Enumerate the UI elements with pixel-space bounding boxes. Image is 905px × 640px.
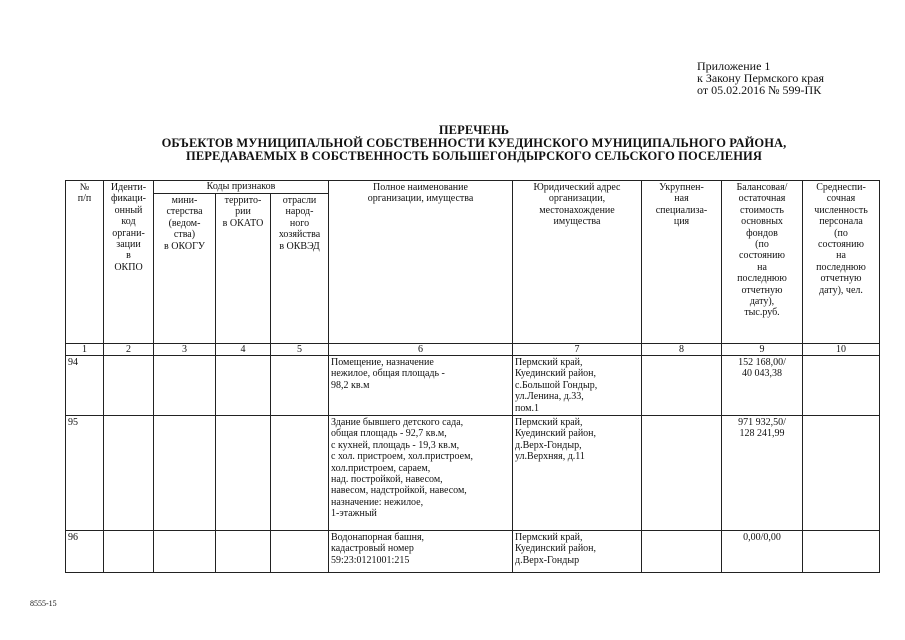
column-number: 4 (216, 344, 271, 356)
appendix-line-2: к Закону Пермского края (697, 71, 825, 85)
object-name: Здание бывшего детского сада, общая площадь - 92,7 кв.м, с кухней, площадь - 19,3 кв.м, с хол. пристроем, хол.пристроем, хол.пристроем, сараем, над. постройкой, навесом, навесом, надстройкой, навесом, назначение: нежилое, 1-этажный (329, 416, 513, 531)
column-number: 6 (329, 344, 513, 356)
okpo-cell (104, 416, 154, 531)
column-number: 7 (513, 344, 642, 356)
table-row (66, 531, 880, 573)
header-row-1 (66, 181, 880, 194)
header-address: Юридический адрес организации, местонахождение имущества (513, 181, 642, 344)
header-codes-group: Коды признаков (154, 181, 329, 194)
column-number: 9 (722, 344, 803, 356)
okogu-cell (154, 356, 216, 416)
row-num: 94 (66, 356, 104, 416)
table-row (66, 416, 880, 531)
property-table (65, 180, 880, 573)
okato-cell (216, 356, 271, 416)
header-balance: Балансовая/ остаточная стоимость основных фондов (по состоянию на последнюю отчетную дату), тыс.руб. (722, 181, 803, 344)
staff-cell (803, 416, 880, 531)
okved-cell (271, 356, 329, 416)
balance-value: 152 168,00/ 40 043,38 (722, 356, 803, 416)
header-okogu: мини- стерства (ведом- ства) в ОКОГУ (154, 194, 216, 344)
object-address: Пермский край, Куединский район, с.Большой Гондыр, ул.Ленина, д.33, пом.1 (513, 356, 642, 416)
header-specialization: Укрупнен- ная специализа- ция (642, 181, 722, 344)
header-staff: Среднеспи- сочная численность персонала (по состоянию на последнюю отчетную дату), чел. (803, 181, 880, 344)
column-number: 8 (642, 344, 722, 356)
staff-cell (803, 356, 880, 416)
okogu-cell (154, 416, 216, 531)
okpo-cell (104, 356, 154, 416)
okato-cell (216, 416, 271, 531)
header-okato: террито- рии в ОКАТО (216, 194, 271, 344)
okogu-cell (154, 531, 216, 573)
okved-cell (271, 531, 329, 573)
object-address: Пермский край, Куединский район, д.Верх-Гондыр (513, 531, 642, 573)
column-number: 3 (154, 344, 216, 356)
okpo-cell (104, 531, 154, 573)
title-line-2: ОБЪЕКТОВ МУНИЦИПАЛЬНОЙ СОБСТВЕННОСТИ КУЕДИНСКОГО МУНИЦИПАЛЬНОГО РАЙОНА, (161, 136, 787, 150)
staff-cell (803, 531, 880, 573)
column-number-row (66, 344, 880, 356)
row-num: 96 (66, 531, 104, 573)
document-title (70, 124, 878, 163)
object-name: Водонапорная башня, кадастровый номер 59:23:0121001:215 (329, 531, 513, 573)
document-code: 8555-15 (30, 599, 57, 608)
appendix-line-1: Приложение 1 (697, 59, 771, 73)
column-number: 5 (271, 344, 329, 356)
table-row (66, 356, 880, 416)
row-num: 95 (66, 416, 104, 531)
title-line-1: ПЕРЕЧЕНЬ (438, 123, 510, 137)
title-line-3: ПЕРЕДАВАЕМЫХ В СОБСТВЕННОСТЬ БОЛЬШЕГОНДЫРСКОГО СЕЛЬСКОГО ПОСЕЛЕНИЯ (186, 149, 762, 163)
object-name: Помещение, назначение нежилое, общая площадь - 98,2 кв.м (329, 356, 513, 416)
header-okved: отрасли народ- ного хозяйства в ОКВЭД (271, 194, 329, 344)
column-number: 10 (803, 344, 880, 356)
header-name: Полное наименование организации, имущества (329, 181, 513, 344)
column-number: 2 (104, 344, 154, 356)
specialization-cell (642, 531, 722, 573)
header-okpo: Иденти- фикаци- онный код органи- зации в ОКПО (104, 181, 154, 344)
appendix-reference (697, 60, 824, 96)
okved-cell (271, 416, 329, 531)
object-address: Пермский край, Куединский район, д.Верх-Гондыр, ул.Верхняя, д.11 (513, 416, 642, 531)
balance-value: 0,00/0,00 (722, 531, 803, 573)
header-num: № п/п (66, 181, 104, 344)
appendix-line-3: от 05.02.2016 № 599-ПК (697, 83, 822, 97)
column-number: 1 (66, 344, 104, 356)
balance-value: 971 932,50/ 128 241,99 (722, 416, 803, 531)
okato-cell (216, 531, 271, 573)
specialization-cell (642, 356, 722, 416)
specialization-cell (642, 416, 722, 531)
